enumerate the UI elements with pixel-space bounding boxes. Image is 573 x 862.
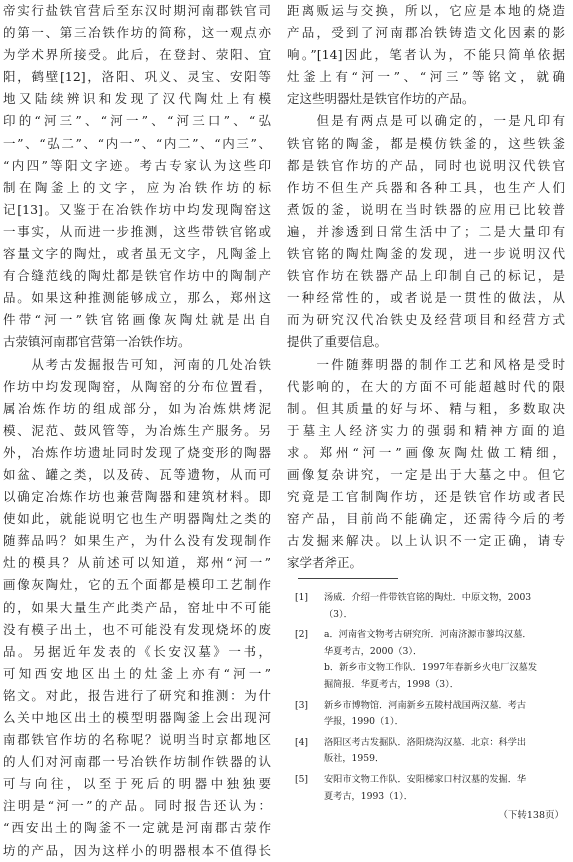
text-line: 铁官铭的陶灶陶釜的发现，进一步说明汉代 <box>287 246 565 262</box>
reference-text-line: 学报，1990（1）． <box>324 716 404 728</box>
text-line: 模、泥范、鼓风管等，为冶炼生产服务。另 <box>3 422 271 438</box>
reference-number: [5] <box>295 773 309 785</box>
text-line: 可与向往，以至于死后的明器中独独要 <box>3 776 271 792</box>
text-line: 注明是“河一”的产品。同时报告还认为： <box>3 798 271 814</box>
text-line: 究竟是工官制陶作坊，还是铁官作坊或者民 <box>287 489 565 505</box>
text-line: 一”、“弘二”、“内一”、“内二”、“内三”、 <box>3 135 271 151</box>
text-line: 从考古发掘报告可知，河南的几处冶铁 <box>3 356 271 372</box>
text-line: 提供了重要信息。 <box>287 334 388 350</box>
text-line: 古荥镇河南郡官营第一冶铁作坊。 <box>3 334 191 350</box>
text-line: 产品，受到了河南郡冶铁铸造文化因素的影 <box>287 25 565 41</box>
reference-text-line: 汤威．介绍一件带铁官铭的陶灶．中原文物，2003 <box>324 592 532 603</box>
text-line: 外，冶炼作坊遗址同时发现了烧变形的陶器 <box>3 444 271 460</box>
text-line: 记[13]。又鉴于在冶铁作坊中均发现陶窑这 <box>3 201 271 217</box>
right-text-column <box>287 0 565 574</box>
reference-item <box>295 735 567 768</box>
text-line: 坊的产品，因为这样小的明器根本不值得长 <box>3 842 271 858</box>
text-line: 灶釜上有“河一”、“河三”等铭文，就确 <box>287 69 565 85</box>
text-line: 画像复杂讲究，一定是出于大墓之中。但它 <box>287 466 565 482</box>
reference-number: [3] <box>295 699 309 711</box>
text-line: 为学术界所接受。此后，在登封、荥阳、宜 <box>3 47 271 63</box>
reference-text-line: 夏考古，1993（1）． <box>324 790 413 802</box>
text-line: 距离贩运与交换，所以，它应是本地的烧造 <box>287 3 565 18</box>
reference-text-line: a．河南省文物考古研究所．河南济源市蓼坞汉墓． <box>324 629 532 641</box>
reference-item <box>295 627 567 693</box>
text-line: “内四”等阳文字迹。考古专家认为这些印 <box>3 157 271 173</box>
text-line: 有合缝范线的陶灶都是铁官作坊中的陶制产 <box>3 268 271 284</box>
continuation-note: （下转138页） <box>498 810 564 821</box>
text-line: 画像灰陶灶，它的五个面都是模印工艺制作 <box>3 577 271 593</box>
text-line: 铁官作坊在铁器产品上印制自己的标记，是 <box>287 268 565 284</box>
text-line: 遍，并渗透到日常生活中了；二是大量印有 <box>287 223 565 239</box>
reference-item <box>295 698 567 731</box>
text-line: 没有模子出土，也不可能没有发现烧坏的废 <box>3 621 271 637</box>
text-line: 品。如果这种推测能够成立，那么，郑州这 <box>3 290 271 306</box>
text-line: 属冶炼作坊的组成部分，如为冶炼烘烤泥 <box>3 400 271 416</box>
reference-number: [1] <box>295 592 309 603</box>
text-line: “西安出土的陶釜不一定就是河南郡古荥作 <box>3 820 271 836</box>
text-line: 但是有两点是可以确定的，一是凡印有 <box>287 113 565 129</box>
text-line: 铁官铭的陶釜，都是模仿铁釜的，这些铁釜 <box>287 135 565 151</box>
reference-text-line: 洛阳区考古发掘队．洛阳烧沟汉墓．北京：科学出 <box>324 736 527 748</box>
text-line: 的人们对河南郡一号冶铁作坊制作铁器的认 <box>3 754 271 770</box>
text-line: 随葬品吗？如果生产，为什么没有发现制作 <box>3 533 271 549</box>
text-line: 制在陶釜上的文字，应为冶铁作坊的标 <box>3 179 271 195</box>
text-line: 都是铁官作坊的产品，同时也说明汉代铁官 <box>287 157 565 173</box>
reference-item <box>295 772 567 805</box>
text-line: 么关中地区出土的模型明器陶釜上会出现河 <box>3 710 271 725</box>
text-line: 地又陆续辨识和发现了汉代陶灶上有模 <box>3 91 271 107</box>
text-line: 于墓主人经济实力的强弱和精神方面的追 <box>287 422 565 438</box>
text-line: 件带“河一”铁官铭画像灰陶灶就是出自 <box>3 312 271 328</box>
text-line: 定这些明器灶是铁官作坊的产品。 <box>287 91 475 107</box>
text-line: 容量文字的陶灶，或者虽无文字，凡陶釜上 <box>3 246 271 262</box>
footnote-separator <box>298 578 398 579</box>
text-line: 家学者斧正。 <box>287 555 363 571</box>
text-line: 窑产品，目前尚不能确定，还需待今后的考 <box>287 511 565 527</box>
text-line: 一事实，从而进一步推测，这些带铁官铭或 <box>3 223 271 239</box>
text-line: 而为研究汉代冶铁史及经营项目和经营方式 <box>287 312 565 328</box>
text-line: 响。”[14]因此，笔者认为，不能只简单依据 <box>287 47 565 63</box>
reference-text-line: b．新乡市文物工作队．1997年春新乡火电厂汉墓发 <box>324 662 538 674</box>
text-line: 铭文。对此，报告进行了研究和推测：为什 <box>3 687 271 703</box>
text-line: 古发掘来解决。以上认识不一定正确，请专 <box>287 533 565 549</box>
text-line: 代影响的，在大的方面不可能超越时代的限 <box>287 378 565 394</box>
text-line: 一件随葬明器的制作工艺和风格是受时 <box>287 356 565 372</box>
text-line: 帝实行盐铁官营后至东汉时期河南郡铁官司 <box>3 3 271 18</box>
reference-text-line: 掘简报．华夏考古，1998（3）． <box>324 678 459 690</box>
reference-text-line: 版社，1959． <box>324 753 385 765</box>
text-line: 灶的模具？从前述可以知道，郑州“河一” <box>3 555 271 571</box>
text-line: 可知西安地区出土的灶釜上亦有“河一” <box>3 665 271 681</box>
reference-text-line: （3）． <box>324 608 353 620</box>
text-line: 以确定冶炼作坊也兼营陶器和建筑材料。即 <box>3 489 271 505</box>
text-line: 印的“河三”、“河一”、“河三口”、“弘 <box>3 113 271 129</box>
reference-list <box>295 590 567 809</box>
reference-text-line: 华夏考古，2000（3）． <box>324 645 423 657</box>
left-text-column <box>3 0 271 862</box>
text-line: 作坊不但生产兵器和各种工具，也生产人们 <box>287 179 565 195</box>
text-line: 如盆、罐之类，以及砖、瓦等遗物，从而可 <box>3 466 271 482</box>
text-line: 使如此，就能说明它也生产明器陶灶之类的 <box>3 511 271 527</box>
reference-item <box>295 590 567 623</box>
text-line: 品。另据近年发表的《长安汉墓》一书， <box>3 643 271 659</box>
reference-number: [4] <box>295 736 309 748</box>
text-line: 阳，鹤壁[12]，洛阳、巩义、灵宝、安阳等 <box>3 69 271 85</box>
text-line: 煮饭的釜，说明在当时铁器的应用已比较普 <box>287 201 565 217</box>
text-line: 一种经常性的，或者说是一贯性的做法，从 <box>287 290 565 306</box>
text-line: 的，如果大量生产此类产品，窑址中不可能 <box>3 599 271 615</box>
reference-number: [2] <box>295 629 309 641</box>
text-line: 制。但其质量的好与坏、精与粗，多数取决 <box>287 400 565 416</box>
reference-text-line: 安阳市文物工作队．安阳梯家口村汉墓的发掘．华 <box>324 773 527 785</box>
text-line: 南郡铁官作坊的名称呢？说明当时京都地区 <box>3 732 271 748</box>
text-line: 作坊中均发现陶窑，从陶窑的分布位置看， <box>3 378 271 394</box>
text-line: 求。郑州“河一”画像灰陶灶做工精细， <box>287 444 565 460</box>
reference-text-line: 新乡市博物馆．河南新乡五陵村战国两汉墓．考古 <box>324 699 527 711</box>
text-line: 的第一、第三冶铁作坊的简称，这一观点亦 <box>3 25 271 41</box>
